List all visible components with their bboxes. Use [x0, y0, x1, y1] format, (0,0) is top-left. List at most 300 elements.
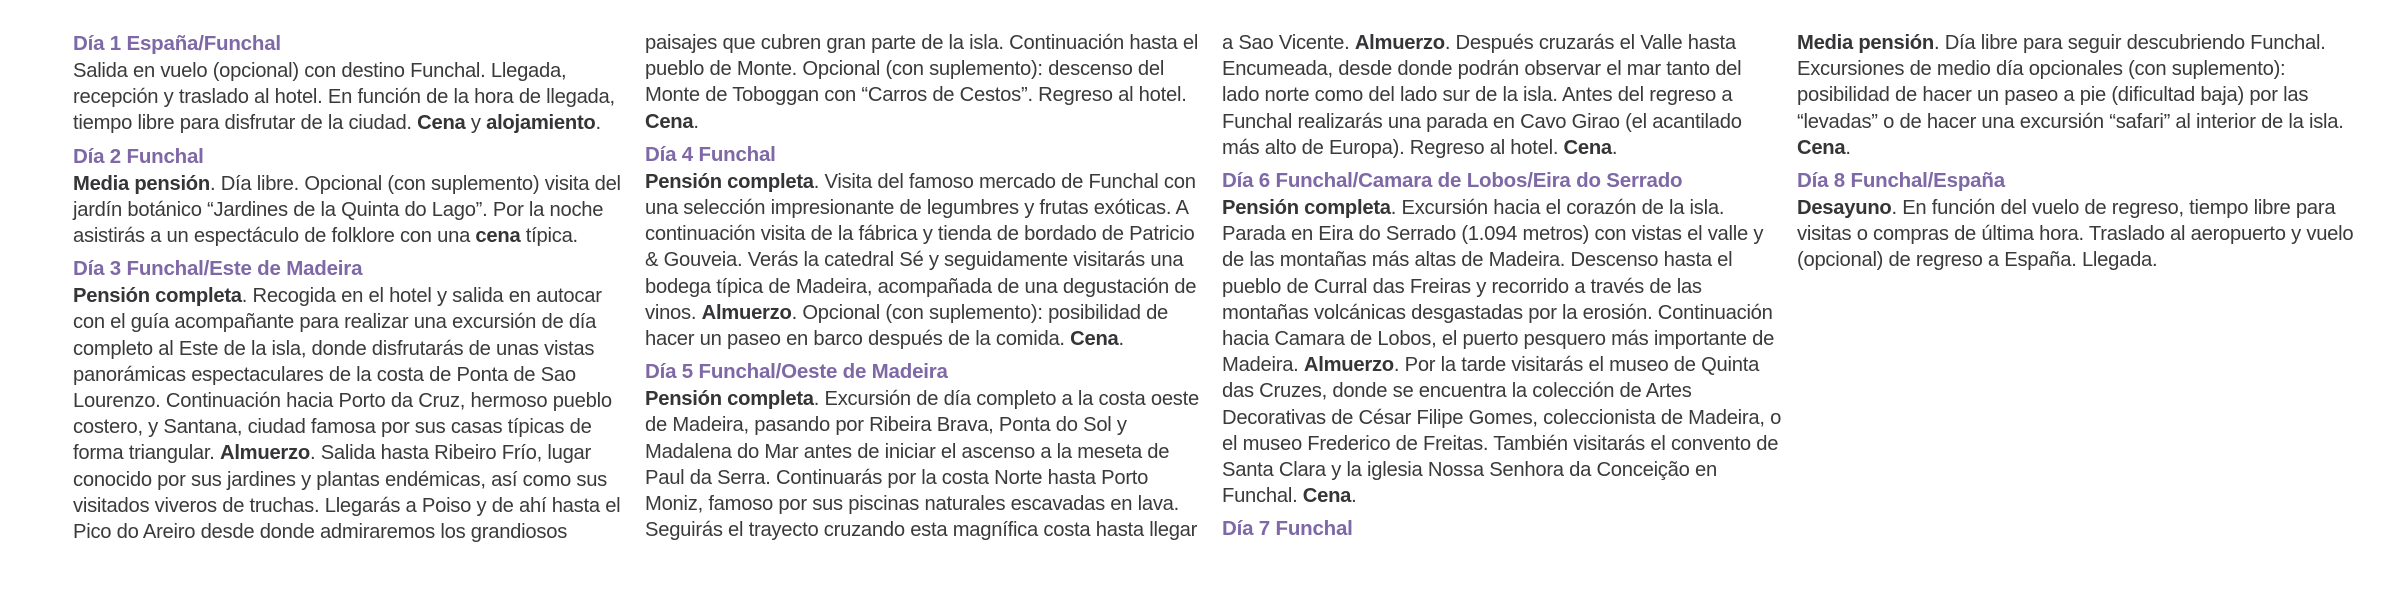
text-run: de [947, 328, 970, 351]
text-run: famoso [908, 170, 974, 193]
text-run: cubren [760, 32, 821, 54]
text-run: montañas [1222, 301, 1309, 324]
text-run: panorámicas [73, 363, 186, 386]
bold-term: Cena [645, 110, 694, 133]
text-run: Excursión [1401, 197, 1488, 220]
text-run: libre [1980, 32, 2018, 54]
text-run: más [1611, 328, 1649, 351]
text-run: de [518, 86, 541, 109]
text-run: En [1902, 197, 1927, 220]
text-run: frutas [1039, 197, 1089, 220]
text-run: de [300, 112, 323, 135]
text-run: través [1590, 275, 1645, 298]
day-block [1222, 515, 1782, 543]
bold-term: Media [1797, 32, 1853, 54]
text-run: corazón [1566, 197, 1637, 220]
text-run: colección [1532, 380, 1615, 403]
bold-term: cena [475, 225, 521, 248]
itinerary-column-3 [1222, 30, 1782, 549]
text-run: encuentra [1418, 380, 1507, 403]
text-run: vuelo [2306, 223, 2354, 246]
text-run: tiempo [73, 112, 133, 135]
text-run: hasta [1095, 519, 1144, 542]
text-run: Vicente. [1278, 32, 1350, 54]
text-run: antes [803, 440, 852, 463]
text-run: la [1668, 197, 1685, 220]
text-run: las [1249, 249, 1275, 272]
text-run: de [1101, 223, 1124, 246]
text-run: de [222, 494, 245, 517]
text-run: podrán [1457, 58, 1519, 81]
text-run: la [2288, 110, 2304, 133]
text-run: con [73, 311, 105, 334]
text-run: a [1987, 249, 1999, 272]
text-run: de [899, 197, 922, 220]
day-description [1797, 30, 2357, 161]
text-run: forma [73, 442, 124, 465]
text-run: . [1390, 197, 1397, 220]
text-run: para [179, 112, 220, 135]
day-description [73, 283, 633, 545]
text-run: impresionante [770, 197, 895, 220]
text-run: hacer [645, 328, 695, 351]
text-run: truchas. [249, 494, 320, 517]
day-title: Día 7 Funchal [1222, 517, 1353, 541]
text-run: de [468, 337, 491, 360]
text-run: la [320, 198, 336, 221]
bold-term: Pensión [645, 388, 722, 411]
text-run: visitarás [1511, 354, 1584, 377]
text-run: la [803, 249, 819, 272]
text-run: Cestos”. [959, 84, 1033, 107]
text-run: lado [1399, 84, 1438, 107]
text-run: visita [544, 172, 590, 195]
text-run: de [932, 84, 955, 107]
text-run: Nossa [1427, 459, 1484, 482]
bold-term: Pensión [1222, 197, 1299, 220]
text-run: sus [414, 416, 446, 439]
text-run: del [1617, 84, 1644, 107]
text-run: recepción [73, 86, 159, 109]
text-run: ascenso [961, 440, 1035, 463]
text-run: Descenso [1570, 249, 1659, 272]
text-run: por [157, 468, 186, 491]
text-run: el [1687, 223, 1703, 246]
text-run: así [491, 468, 518, 491]
text-run: “Carros [861, 84, 927, 107]
text-run: vuelo [160, 60, 208, 82]
text-run: a [150, 225, 162, 248]
text-run: Encumeada, [1222, 58, 1333, 81]
text-run: el [1545, 197, 1561, 220]
day-title: Día 4 Funchal [645, 142, 776, 166]
text-run: vistas [1631, 223, 1682, 246]
text-run: a [1040, 440, 1052, 463]
text-run: última [1981, 223, 2034, 246]
text-run: suplemento): [2171, 58, 2286, 81]
text-run: visita [760, 223, 806, 246]
text-run: la [1346, 459, 1362, 482]
text-run: traslado [178, 86, 249, 109]
text-run: de [491, 494, 514, 517]
text-run: Frederico [1307, 432, 1391, 455]
text-run: libre [2253, 197, 2291, 220]
text-run: desde [1338, 58, 1392, 81]
bold-term: Pensión [645, 170, 722, 193]
text-run: plantas [316, 468, 380, 491]
text-run: “safari” [2109, 110, 2171, 133]
text-run: (opcional) [212, 60, 299, 82]
text-run: realizar [344, 311, 409, 334]
day-block [73, 30, 633, 137]
text-run: Visita [824, 170, 872, 193]
text-run: Camara [1274, 328, 1345, 351]
text-run: en [1110, 493, 1133, 516]
text-run: . [1118, 328, 1124, 351]
text-run: isla, [271, 337, 307, 360]
text-run: paseo [2004, 84, 2059, 107]
text-run: hacia [1222, 328, 1270, 351]
text-run: . [595, 112, 601, 135]
text-run: del [1368, 84, 1395, 107]
text-run: legumbres [926, 197, 1019, 220]
text-run: destino [341, 60, 405, 82]
text-run: Areiro [142, 521, 196, 544]
text-run: Funchal. [1222, 485, 1298, 508]
text-run: Día [220, 172, 252, 195]
text-run: Opcional [304, 172, 383, 195]
text-run: costa [941, 466, 989, 489]
text-run: costa [376, 363, 424, 386]
text-run: esta [910, 519, 948, 542]
text-run: ahí [519, 494, 547, 517]
text-run: puerto [1462, 328, 1519, 351]
text-run: acantilado [1652, 110, 1742, 133]
bold-term: Cena [1797, 136, 1846, 159]
text-run: folklore [331, 225, 395, 248]
text-run: piscinas [848, 493, 920, 516]
text-run: del [1137, 58, 1165, 81]
text-run: interior [2195, 110, 2256, 133]
text-run: de [1174, 275, 1197, 298]
text-run: “Jardines [207, 198, 288, 221]
text-run: regreso [1915, 249, 1983, 272]
text-run: Poiso [421, 494, 472, 517]
text-run: Patricio [1129, 223, 1195, 246]
text-run: altas [1414, 249, 1456, 272]
text-run: típicas [507, 416, 565, 439]
text-run: y [928, 249, 939, 272]
text-run: triangular. [128, 442, 215, 465]
text-run: de [1147, 440, 1170, 463]
text-run: Sé [899, 249, 924, 272]
text-run: cruzarás [1538, 32, 1615, 54]
text-run: vinos. [645, 301, 697, 324]
text-run: erosión. [1582, 301, 1653, 324]
text-run: casas [450, 416, 503, 439]
text-run: Eira [1318, 223, 1354, 246]
text-run: da [689, 466, 712, 489]
text-run: Funchal. [2250, 32, 2326, 54]
text-run: “levadas” [1797, 110, 1878, 133]
text-run: en [1492, 110, 1515, 133]
text-run: una [645, 197, 678, 220]
text-run: hasta [1129, 32, 1178, 54]
text-run: o [1856, 223, 1868, 246]
text-run: coleccionista [1543, 406, 1656, 429]
day-description [645, 386, 1205, 543]
text-run: lugar [547, 442, 591, 465]
text-run: y [163, 86, 174, 109]
text-run: Ponta [456, 363, 508, 386]
text-run: Verás [747, 249, 799, 272]
text-run: . [791, 301, 797, 324]
text-run: Salida [73, 60, 128, 82]
text-run: jardines [227, 468, 296, 491]
text-run: a [1721, 84, 1733, 107]
text-run: las [1676, 275, 1702, 298]
text-run: Funchal. [410, 60, 486, 82]
text-run: donde [259, 521, 315, 544]
text-run: isla. [1523, 84, 1558, 107]
text-run: Por [492, 198, 524, 221]
bold-term: completa [727, 388, 814, 411]
text-run: naturales [924, 493, 1006, 516]
text-run: en [132, 60, 155, 82]
text-run: más [1222, 136, 1260, 159]
itinerary-column-1 [73, 30, 633, 551]
text-run: típica. [525, 225, 578, 248]
text-run: de [1756, 432, 1779, 455]
text-run: día [943, 388, 971, 411]
text-run: Norte [994, 466, 1043, 489]
text-run: de [810, 223, 833, 246]
text-run: valle [1707, 223, 1748, 246]
text-run: conocido [73, 468, 152, 491]
text-run: visitarás [1073, 249, 1145, 272]
text-run: . [1351, 485, 1357, 508]
text-run: & [645, 249, 659, 272]
text-run: endémicas, [384, 468, 486, 491]
text-run: por [887, 466, 916, 489]
text-run: (con [885, 301, 924, 324]
text-run: de [1909, 58, 1932, 81]
text-run: hotel. [274, 86, 323, 109]
text-run: famoso [708, 493, 774, 516]
text-run: el [1606, 58, 1622, 81]
text-run: barco [813, 328, 863, 351]
text-run: la [1562, 301, 1578, 324]
text-run: el [110, 311, 126, 334]
text-run: espectaculares [191, 363, 324, 386]
text-run: posibilidad [1797, 84, 1890, 107]
text-run: por [2249, 84, 2278, 107]
text-run: opcionales [2028, 58, 2123, 81]
text-run: de [569, 416, 592, 439]
text-run: a [2063, 84, 2075, 107]
text-run: una [1150, 249, 1184, 272]
text-run: bodega [645, 275, 711, 298]
text-run: Llegarás [324, 494, 401, 517]
text-run: admiraremos [319, 521, 435, 544]
text-run: pueblo [552, 390, 612, 413]
text-run: Funchal [1088, 170, 1159, 193]
bold-term: pensión [134, 172, 210, 195]
text-run: Cruzes, [1259, 380, 1327, 403]
text-run: de [426, 86, 449, 109]
text-run: con [1163, 170, 1196, 193]
day-block [645, 358, 1205, 543]
text-run: pueblo [1222, 275, 1282, 298]
text-run: a [1061, 388, 1073, 411]
text-run: completo [976, 388, 1057, 411]
text-run: convento [1670, 432, 1751, 455]
text-run: acompañada [877, 275, 992, 298]
day-block-continued [645, 30, 1205, 135]
bold-term: Almuerzo [219, 442, 310, 465]
text-run: al [158, 337, 174, 360]
text-run: el [1182, 32, 1199, 54]
text-run: por [778, 493, 807, 516]
text-run: de [1673, 354, 1696, 377]
text-run: . [1891, 197, 1897, 220]
text-run: isla. [969, 32, 1004, 54]
text-run: hasta [1047, 466, 1096, 489]
text-run: Continuación [1009, 32, 1124, 54]
text-run: de [293, 198, 316, 221]
text-run: de [1286, 275, 1309, 298]
text-run: de [1752, 328, 1775, 351]
text-run: y [470, 112, 481, 135]
text-run: para [299, 311, 339, 334]
text-run: visitarás [1573, 432, 1646, 455]
text-run: el [940, 440, 957, 463]
text-run: Madeira, [672, 414, 749, 437]
text-run: Brava, [936, 414, 994, 437]
day-description [645, 169, 1205, 352]
text-run: salida [452, 285, 504, 308]
text-run: hotel. [1138, 84, 1187, 107]
text-run: de [1641, 197, 1664, 220]
text-run: Funchal [1222, 110, 1293, 133]
text-run: del [877, 170, 904, 193]
text-run: de [1619, 380, 1642, 403]
text-run: Pico [73, 521, 112, 544]
text-run: con [824, 84, 857, 107]
text-run: Lourenzo. [73, 390, 161, 413]
text-run: seguir [2067, 32, 2122, 54]
text-run: Toboggan [732, 84, 819, 107]
text-run: de [1350, 328, 1373, 351]
text-run: asistirás [73, 225, 145, 248]
text-run: seguidamente [944, 249, 1068, 272]
text-run: meseta [1077, 440, 1142, 463]
text-run: función [357, 86, 421, 109]
text-run: por [380, 416, 410, 439]
text-run: Mar [764, 440, 799, 463]
text-run: espectáculo [193, 225, 299, 248]
text-run: da [390, 390, 413, 413]
text-run: museo [1242, 432, 1302, 455]
text-run: la [975, 328, 991, 351]
text-run: Ribeiro [434, 442, 497, 465]
bold-term: alojamiento [486, 112, 596, 135]
text-run: Madalena [645, 440, 732, 463]
day-block-continued [1797, 30, 2357, 161]
text-run: A [1175, 197, 1188, 220]
text-run: hacer [1922, 84, 1972, 107]
text-run: de [1331, 406, 1354, 429]
text-run: del [594, 172, 621, 195]
text-run: iniciar [884, 440, 936, 463]
text-run: de [223, 337, 246, 360]
text-run: visitas [1797, 223, 1852, 246]
text-run: una [437, 225, 471, 248]
text-run: completo [73, 337, 153, 360]
text-run: pasando [754, 414, 830, 437]
text-run: Europa). [1329, 136, 1405, 159]
text-run: la [1056, 440, 1072, 463]
text-run: lado [1222, 84, 1260, 107]
text-run: vuelo [2032, 197, 2080, 220]
text-run: observar [1524, 58, 1601, 81]
text-run: sur [1442, 84, 1470, 107]
text-run: . [241, 285, 248, 308]
day-description [73, 171, 633, 250]
text-run: volcánicas [1314, 301, 1406, 324]
bold-term: Desayuno [1797, 197, 1892, 220]
text-run: Lobos, [1377, 328, 1437, 351]
text-run: hasta [1687, 32, 1736, 54]
text-run: hotel [389, 285, 432, 308]
text-run: isla. [1689, 197, 1725, 220]
text-run: donde [311, 337, 367, 360]
text-run: y [301, 468, 311, 491]
day-title: Día 3 Funchal/Este de Madeira [73, 257, 363, 281]
text-run: desgastadas [1411, 301, 1523, 324]
text-run: famosa [310, 416, 376, 439]
text-run: do [1055, 414, 1078, 437]
text-run: el [1717, 249, 1733, 272]
text-run: pie [2079, 84, 2106, 107]
text-run: Senhora [1489, 459, 1564, 482]
text-run: la [1502, 84, 1518, 107]
text-run: del [1715, 58, 1742, 81]
text-run: degustación [1062, 275, 1169, 298]
day-block [73, 255, 633, 545]
text-run: libre [137, 112, 175, 135]
text-run: regreso [1649, 84, 1716, 107]
text-run: unas [495, 337, 539, 360]
text-run: Continuación [1657, 301, 1773, 324]
text-run: baja) [2200, 84, 2244, 107]
text-run: noche [549, 198, 604, 221]
text-run: . [209, 172, 216, 195]
text-run: la [327, 112, 344, 135]
day-block-continued [1222, 30, 1782, 161]
text-run: por [835, 414, 864, 437]
text-run: función [1931, 197, 1996, 220]
text-run: cruzando [823, 519, 905, 542]
text-run: de [996, 223, 1019, 246]
text-run: montañas [1279, 249, 1367, 272]
text-run: donde [1332, 380, 1388, 403]
text-run: museo [1609, 354, 1669, 377]
text-run: de [1461, 249, 1484, 272]
text-run: del [2000, 197, 2027, 220]
bold-term: Almuerzo [701, 301, 792, 324]
bold-term: completa [727, 170, 814, 193]
